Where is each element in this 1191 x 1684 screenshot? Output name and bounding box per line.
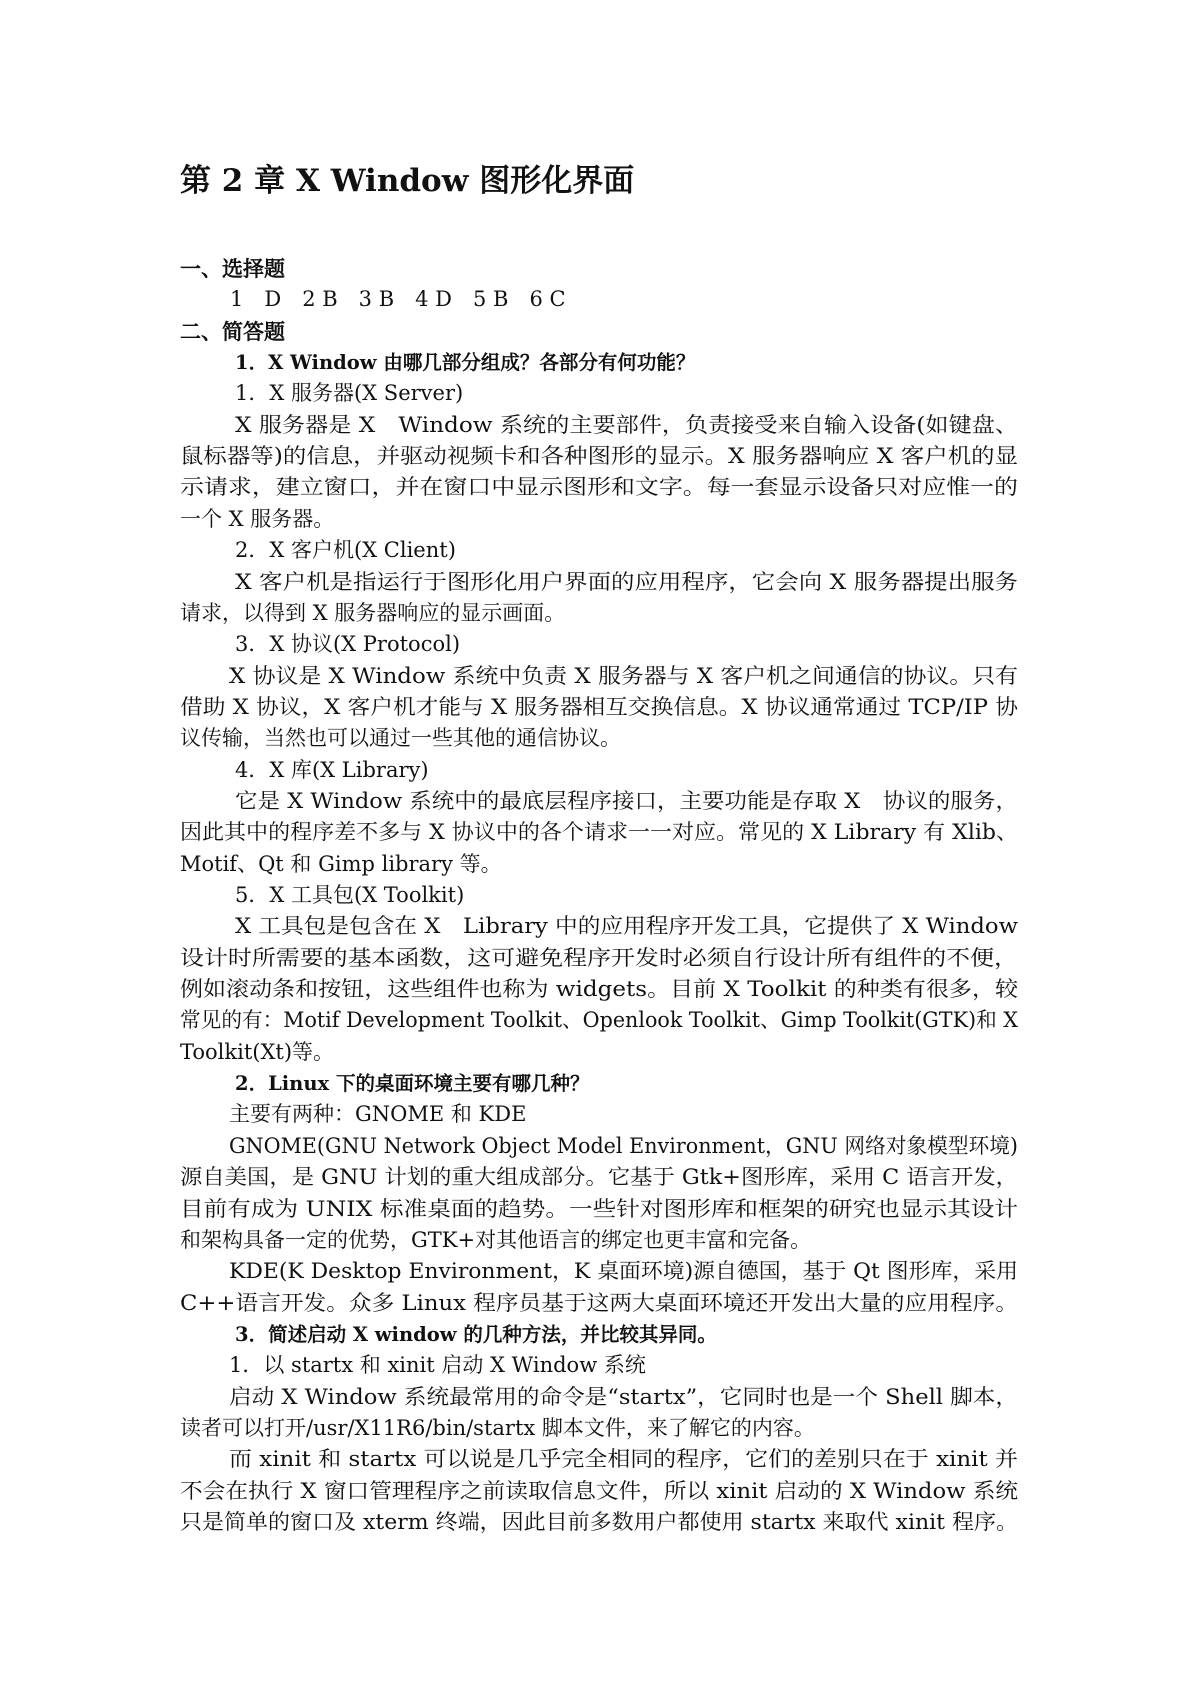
body-line xyxy=(0,1507,1191,1538)
line-text: X 协议是 X Window 系统中负责 X 服务器与 X 客户机之间通信的协议。只有 xyxy=(229,663,1018,688)
body-line xyxy=(0,1444,1191,1475)
body-line xyxy=(0,1099,1191,1130)
line-text: 4．X 库(X Library) xyxy=(235,757,429,782)
line-text: 因此其中的程序差不多与 X 协议中的各个请求一一对应。常见的 X Library 有 Xlib、 xyxy=(180,820,1019,845)
line-text: 2．Linux 下的桌面环境主要有哪几种？ xyxy=(235,1072,590,1096)
line-text: 示请求，建立窗口，并在窗口中显示图形和文字。每一套显示设备只对应惟一的 xyxy=(180,475,1018,500)
line-text: 1 D 2 B 3 B 4 D 5 B 6 C xyxy=(230,287,566,312)
section-heading xyxy=(0,253,1191,284)
body-line xyxy=(0,1162,1191,1193)
line-text: KDE(K Desktop Environment，K 桌面环境)源自德国，基于 Qt 图形库，采用 xyxy=(229,1259,1018,1284)
body-line xyxy=(0,1413,1191,1444)
line-text: 主要有两种：GNOME 和 KDE xyxy=(229,1102,527,1127)
line-text: X 客户机是指运行于图形化用户界面的应用程序，它会向 X 服务器提出服务 xyxy=(235,569,1019,594)
line-text: 3．简述启动 X window 的几种方法，并比较其异同。 xyxy=(235,1322,717,1346)
question-heading xyxy=(0,1068,1191,1099)
body-line xyxy=(0,786,1191,817)
body-line xyxy=(0,1131,1191,1162)
line-text: 常见的有：Motif Development Toolkit、Openlook Toolkit、Gimp Toolkit(GTK)和 X xyxy=(180,1008,1019,1033)
line-text: GNOME(GNU Network Object Model Environment，GNU 网络对象模型环境) xyxy=(229,1133,1018,1158)
line-text: 设计时所需要的基本函数，这可避免程序开发时必须自行设计所有组件的不便， xyxy=(180,945,1018,970)
body-line xyxy=(0,1225,1191,1256)
line-text: 一个 X 服务器。 xyxy=(180,506,335,531)
line-text: 启动 X Window 系统最常用的命令是“startx”，它同时也是一个 Shell 脚本， xyxy=(229,1384,1019,1409)
body-line xyxy=(0,504,1191,535)
line-text: 它是 X Window 系统中的最底层程序接口，主要功能是存取 X 协议的服务， xyxy=(235,788,1018,813)
body-line xyxy=(0,880,1191,911)
body-line xyxy=(0,755,1191,786)
line-text: 鼠标器等)的信息，并驱动视频卡和各种图形的显示。X 服务器响应 X 客户机的显 xyxy=(180,444,1019,469)
body-line xyxy=(0,849,1191,880)
body-line xyxy=(0,1194,1191,1225)
line-text: 和架构具备一定的优势，GTK+对其他语言的绑定也更丰富和完备。 xyxy=(180,1227,812,1252)
line-text: 而 xinit 和 startx 可以说是几乎完全相同的程序，它们的差别只在于 xinit 并 xyxy=(229,1447,1018,1472)
body-line xyxy=(0,1256,1191,1287)
body-line xyxy=(0,943,1191,974)
body-line xyxy=(0,284,1191,315)
line-text: 二、简答题 xyxy=(180,318,285,344)
body-line xyxy=(0,410,1191,441)
body-line xyxy=(0,378,1191,409)
body-line xyxy=(0,629,1191,660)
line-text: 1．以 startx 和 xinit 启动 X Window 系统 xyxy=(229,1353,646,1378)
body-line xyxy=(0,661,1191,692)
line-text: 1．X 服务器(X Server) xyxy=(235,381,464,406)
line-text: 目前有成为 UNIX 标准桌面的趋势。一些针对图形库和框架的研究也显示其设计 xyxy=(180,1196,1018,1221)
chapter-title: 第 2 章 X Window 图形化界面 xyxy=(180,163,635,199)
body-line xyxy=(0,817,1191,848)
body-line xyxy=(0,567,1191,598)
line-text: 议传输，当然也可以通过一些其他的通信协议。 xyxy=(180,726,621,751)
line-text: 请求，以得到 X 服务器响应的显示画面。 xyxy=(180,600,566,625)
line-text: 3．X 协议(X Protocol) xyxy=(235,632,461,657)
line-text: X 工具包是包含在 X Library 中的应用程序开发工具，它提供了 X Window xyxy=(235,914,1018,939)
body-line xyxy=(0,974,1191,1005)
line-text: 读者可以打开/usr/X11R6/bin/startx 脚本文件，来了解它的内容。 xyxy=(180,1415,815,1440)
line-text: C++语言开发。众多 Linux 程序员基于这两大桌面环境还开发出大量的应用程序。 xyxy=(180,1290,1019,1315)
body-line xyxy=(0,723,1191,754)
body-line xyxy=(0,1288,1191,1319)
line-text: 只是简单的窗口及 xterm 终端，因此目前多数用户都使用 startx 来取代 xinit 程序。 xyxy=(180,1510,1019,1534)
body-line xyxy=(0,598,1191,629)
body-line xyxy=(0,535,1191,566)
line-text: 一、选择题 xyxy=(180,256,285,281)
body-line xyxy=(0,1382,1191,1413)
section-heading xyxy=(0,316,1191,347)
body-line xyxy=(0,472,1191,503)
line-text: 借助 X 协议，X 客户机才能与 X 服务器相互交换信息。X 协议通常通过 TCP/IP 协 xyxy=(180,694,1018,719)
question-heading xyxy=(0,347,1191,378)
body-line xyxy=(0,441,1191,472)
body-line xyxy=(0,911,1191,942)
line-text: 5．X 工具包(X Toolkit) xyxy=(235,883,465,907)
line-text: Toolkit(Xt)等。 xyxy=(180,1039,335,1064)
line-text: 例如滚动条和按钮，这些组件也称为 widgets。目前 X Toolkit 的种类有很多，较 xyxy=(180,977,1019,1002)
line-text: 不会在执行 X 窗口管理程序之前读取信息文件，所以 xinit 启动的 X Window 系统 xyxy=(180,1478,1019,1503)
body-line xyxy=(0,1476,1191,1507)
body-line xyxy=(0,1350,1191,1381)
line-text: X 服务器是 X Window 系统的主要部件，负责接受来自输入设备(如键盘、 xyxy=(235,412,1018,437)
body-line xyxy=(0,1005,1191,1036)
line-text: 1．X Window 由哪几部分组成？各部分有何功能？ xyxy=(235,351,696,375)
body-line xyxy=(0,1037,1191,1068)
line-text: 2．X 客户机(X Client) xyxy=(235,538,456,563)
question-heading xyxy=(0,1319,1191,1350)
line-text: 源自美国，是 GNU 计划的重大组成部分。它基于 Gtk+图形库，采用 C 语言开发， xyxy=(180,1165,1019,1190)
line-text: Motif、Qt 和 Gimp library 等。 xyxy=(180,851,502,876)
body-line xyxy=(0,692,1191,723)
